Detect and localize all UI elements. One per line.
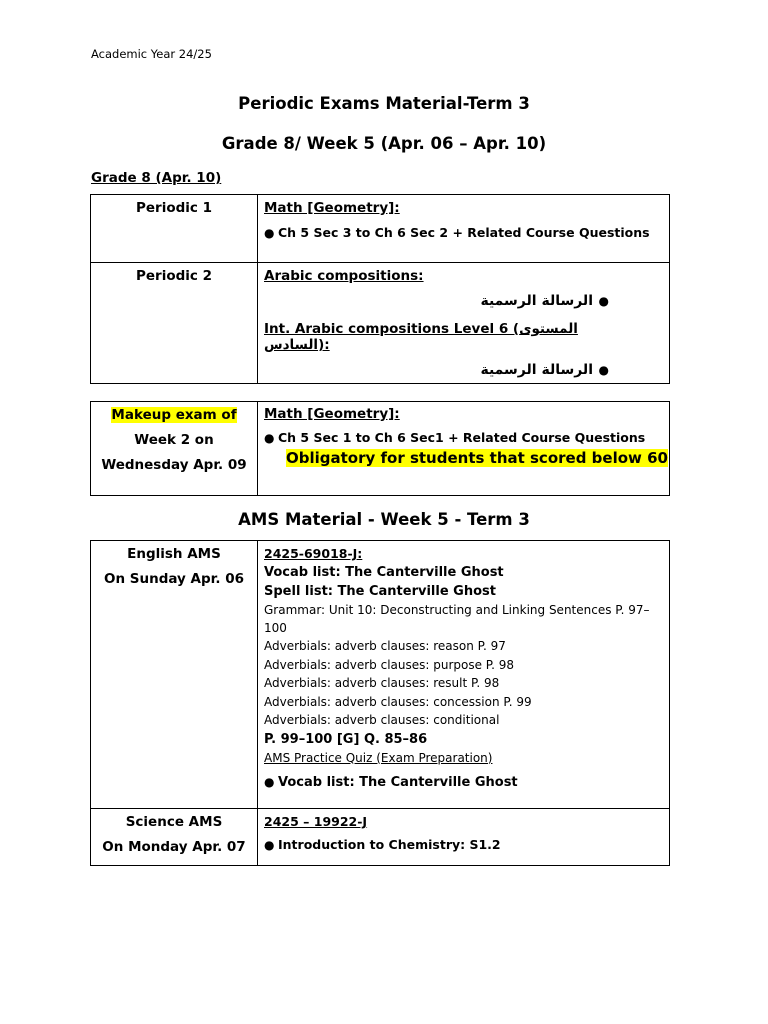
english-ams-date: On Sunday Apr. 06: [103, 571, 245, 587]
bullet-text: الرسالة الرسمية: [480, 362, 593, 378]
english-ams-label: English AMS: [127, 546, 221, 562]
list-item: [264, 362, 609, 378]
bullet-icon: ●: [264, 430, 275, 445]
makeup-week: Week 2 on: [134, 432, 214, 448]
periodic-1-cell: [91, 195, 258, 263]
bullet-icon: ●: [598, 294, 609, 308]
periodic-2-label: Periodic 2: [136, 268, 212, 284]
grammar-unit: Grammar: Unit 10: Deconstructing and Linking Sentences P. 97–100: [264, 603, 650, 635]
list-item: Adverbials: adverb clauses: concession P. 99: [264, 694, 532, 709]
bullet-text: Ch 5 Sec 1 to Ch 6 Sec1 + Related Course Questions: [278, 430, 646, 445]
makeup-cell: [91, 402, 258, 496]
makeup-table: [90, 401, 670, 496]
table-row: [91, 541, 670, 809]
pages-reference: P. 99–100 [G] Q. 85–86: [264, 731, 428, 747]
ams-table: [90, 540, 670, 866]
makeup-date: Wednesday Apr. 09: [101, 457, 247, 473]
table-row: [91, 402, 670, 496]
bullet-text: الرسالة الرسمية: [480, 293, 593, 309]
ams-title: AMS Material - Week 5 - Term 3: [238, 510, 530, 529]
list-item: [264, 225, 669, 240]
bullet-text: Introduction to Chemistry: S1.2: [278, 837, 501, 852]
obligatory-notice: Obligatory for students that scored below 60: [286, 449, 668, 467]
vocab-list: Vocab list: The Canterville Ghost: [264, 565, 504, 580]
makeup-content: [258, 402, 670, 496]
science-ams-label: Science AMS: [125, 814, 223, 830]
bullet-icon: ●: [264, 225, 275, 240]
list-item: Adverbials: adverb clauses: conditional: [264, 713, 500, 727]
ams-practice-quiz: AMS Practice Quiz (Exam Preparation): [264, 750, 493, 765]
bullet-icon: ●: [264, 775, 275, 789]
list-item: Adverbials: adverb clauses: result P. 98: [264, 676, 500, 690]
science-ams-content: [258, 809, 670, 866]
periodic-2-cell: [91, 263, 258, 384]
table-row: [91, 809, 670, 866]
list-item: [264, 293, 609, 309]
science-code: 2425 – 19922-J: [264, 814, 368, 829]
list-item: Adverbials: adverb clauses: reason P. 97: [264, 639, 506, 653]
periodic-1-content: [258, 195, 670, 263]
spell-list: Spell list: The Canterville Ghost: [264, 584, 496, 599]
makeup-label: Makeup exam of: [111, 407, 237, 423]
periodic-2-content: [258, 263, 670, 384]
english-code: 2425-69018-J:: [264, 546, 363, 561]
science-ams-cell: [91, 809, 258, 866]
english-ams-cell: [91, 541, 258, 809]
science-ams-date: On Monday Apr. 07: [102, 839, 246, 855]
english-ams-content: [258, 541, 670, 809]
list-item: [264, 775, 655, 790]
page-subtitle: Grade 8/ Week 5 (Apr. 06 – Apr. 10): [221, 134, 547, 153]
academic-year: Academic Year 24/25: [91, 47, 212, 61]
page-title: Periodic Exams Material-Term 3: [238, 94, 530, 113]
bullet-icon: ●: [264, 837, 275, 852]
bullet-text: Ch 5 Sec 3 to Ch 6 Sec 2 + Related Course Questions: [278, 225, 650, 240]
list-item: [264, 430, 669, 445]
table-row: [91, 263, 670, 384]
int-arabic-heading: Int. Arabic compositions Level 6 (المستوى السادس):: [264, 321, 578, 353]
math-heading: Math [Geometry]:: [264, 200, 400, 216]
section-label: Grade 8 (Apr. 10): [91, 170, 222, 186]
math-heading: Math [Geometry]:: [264, 406, 400, 422]
list-item: [264, 837, 669, 852]
periodic-table: [90, 194, 670, 384]
table-row: [91, 195, 670, 263]
periodic-1-label: Periodic 1: [136, 200, 212, 216]
bullet-icon: ●: [598, 363, 609, 377]
bullet-text: Vocab list: The Canterville Ghost: [278, 774, 518, 790]
list-item: Adverbials: adverb clauses: purpose P. 98: [264, 657, 515, 672]
arabic-heading: Arabic compositions:: [264, 268, 424, 284]
